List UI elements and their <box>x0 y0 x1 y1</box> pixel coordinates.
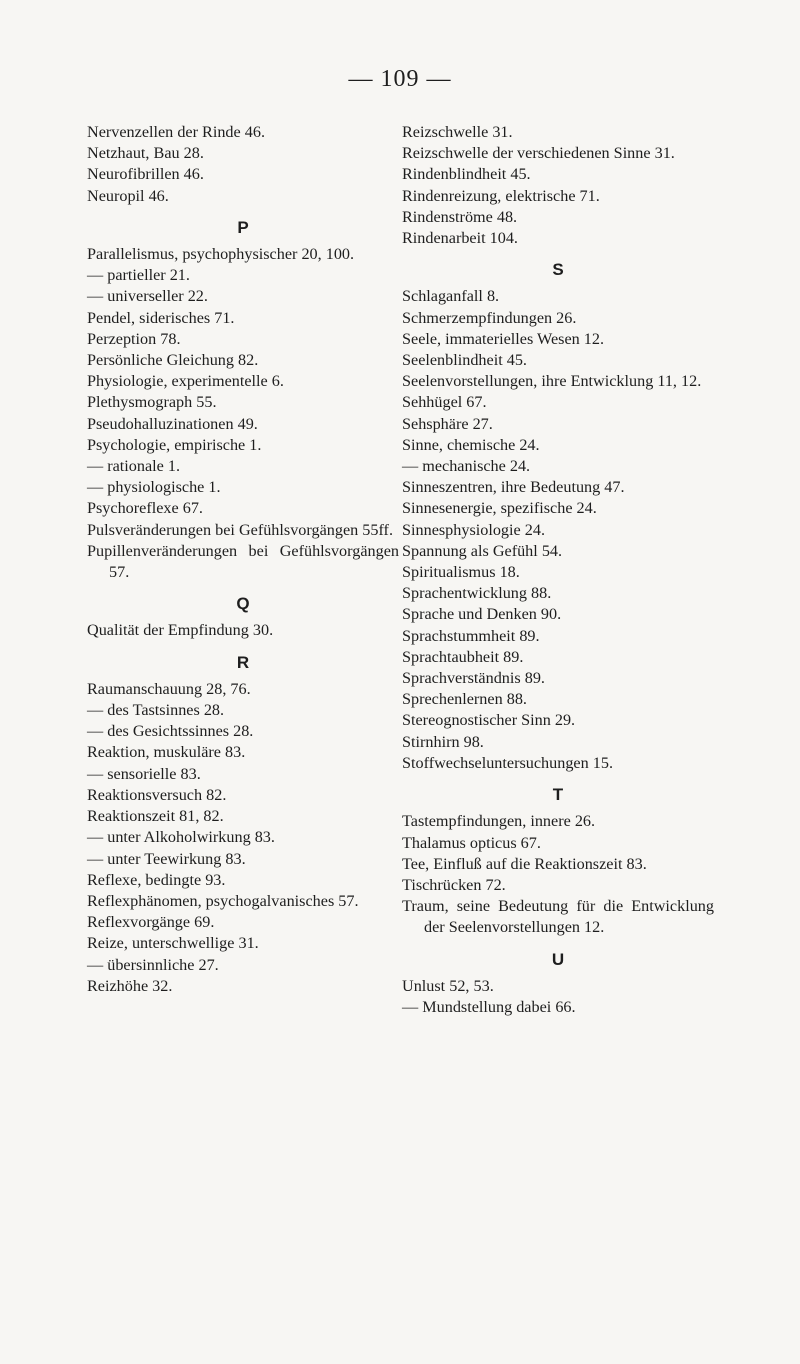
index-entry: Tischrücken 72. <box>402 875 506 894</box>
page-number: — 109 — <box>348 66 452 92</box>
index-entry: Sinnesenergie, spezifische 24. <box>402 499 597 518</box>
index-entry: Psychologie, empirische 1. <box>87 435 262 454</box>
index-entry: Reizhöhe 32. <box>87 976 173 995</box>
index-entry: — sensorielle 83. <box>87 764 201 783</box>
index-entry: Pupillenveränderungen bei Gefühlsvorgängen 57. <box>87 541 399 582</box>
index-entry: — des Tastsinnes 28. <box>87 701 225 720</box>
index-entry: Stirnhirn 98. <box>402 732 484 751</box>
index-entry: Sinnesphysiologie 24. <box>402 520 545 539</box>
index-entry: Pseudohalluzinationen 49. <box>87 414 258 433</box>
index-entry: Rindenreizung, elektrische 71. <box>402 186 600 205</box>
index-entry: Schlaganfall 8. <box>402 287 500 306</box>
index-entry: Schmerzempfindungen 26. <box>402 308 577 327</box>
index-entry: Sprachentwicklung 88. <box>402 584 552 603</box>
section-letter: Q <box>236 594 250 614</box>
index-entry: Pulsveränderungen bei Gefühlsvorgängen 55ff. <box>87 520 393 539</box>
index-entry: Stereognostischer Sinn 29. <box>402 711 576 730</box>
index-entry: Nervenzellen der Rinde 46. <box>87 123 265 141</box>
index-entry: Perzeption 78. <box>87 329 181 348</box>
index-entry: Reize, unterschwellige 31. <box>87 934 259 953</box>
index-entry: Netzhaut, Bau 28. <box>87 144 204 163</box>
index-column-right <box>402 122 714 1018</box>
index-entry: Reflexe, bedingte 93. <box>87 870 226 889</box>
index-entry: Unlust 52, 53. <box>402 976 494 995</box>
index-entry: — unter Alkoholwirkung 83. <box>87 828 275 847</box>
index-entry: Rindenströme 48. <box>402 207 518 226</box>
section-letter: S <box>552 260 564 280</box>
index-entry: Rindenblindheit 45. <box>402 165 531 184</box>
index-entry: — Mundstellung dabei 66. <box>402 997 576 1016</box>
index-entry: Sprechenlernen 88. <box>402 690 527 709</box>
index-entry: Neurofibrillen 46. <box>87 165 204 184</box>
index-entry: Plethysmograph 55. <box>87 393 217 412</box>
index-entry: Seelenblindheit 45. <box>402 351 527 370</box>
index-entry: Reizschwelle der verschiedenen Sinne 31. <box>402 144 675 163</box>
index-entry: Pendel, siderisches 71. <box>87 308 235 327</box>
index-entry: Seele, immaterielles Wesen 12. <box>402 329 605 348</box>
index-entry: Qualität der Empfindung 30. <box>87 621 274 640</box>
index-entry: Reizschwelle 31. <box>402 123 513 141</box>
index-entry: — mechanische 24. <box>402 457 531 476</box>
index-entry: Physiologie, experimentelle 6. <box>87 372 284 391</box>
index-entry: Sprachtaubheit 89. <box>402 647 524 666</box>
index-entry: Reaktionsversuch 82. <box>87 785 227 804</box>
index-entry: Raumanschauung 28, 76. <box>87 679 251 698</box>
section-letter: U <box>551 949 565 969</box>
index-entry: Stoffwechseluntersuchungen 15. <box>402 753 613 772</box>
index-entry: Reflexvorgänge 69. <box>87 913 215 932</box>
index-entry: Seelenvorstellungen, ihre Entwicklung 11, 12. <box>402 372 702 391</box>
index-entry: — übersinnliche 27. <box>87 955 219 974</box>
section-letter: P <box>237 217 249 237</box>
section-letter: T <box>552 785 564 805</box>
index-entry: — physiologische 1. <box>87 478 221 497</box>
index-entry: Reflexphänomen, psychogalvanisches 57. <box>87 891 359 910</box>
index-entry: Sehsphäre 27. <box>402 414 493 433</box>
section-letter: R <box>236 652 250 672</box>
index-entry: Sprache und Denken 90. <box>402 605 562 624</box>
index-entry: — des Gesichtssinnes 28. <box>87 722 254 741</box>
index-entry: Reaktionszeit 81, 82. <box>87 807 224 826</box>
index-entry: Thalamus opticus 67. <box>402 833 541 852</box>
index-entry: Reaktion, muskuläre 83. <box>87 743 246 762</box>
index-entry: Sinneszentren, ihre Bedeutung 47. <box>402 478 625 497</box>
index-entry: Sehhügel 67. <box>402 393 487 412</box>
index-entry: Sinne, chemische 24. <box>402 435 540 454</box>
index-entry: Sprachverständnis 89. <box>402 669 545 688</box>
index-entry: Spiritualismus 18. <box>402 563 520 582</box>
index-entry: Sprachstummheit 89. <box>402 626 540 645</box>
index-entry: — rationale 1. <box>87 457 181 476</box>
index-entry: Neuropil 46. <box>87 186 169 205</box>
index-entry: — universeller 22. <box>87 287 208 306</box>
index-entry: Traum, seine Bedeutung für die Entwicklung der Seelenvorstellungen 12. <box>402 897 714 937</box>
index-entry: Tastempfindungen, innere 26. <box>402 812 596 831</box>
index-entry: Persönliche Gleichung 82. <box>87 351 259 370</box>
index-entry: — partieller 21. <box>87 266 190 285</box>
index-entry: Tee, Einfluß auf die Reaktionszeit 83. <box>402 854 647 873</box>
index-entry: Psychoreflexe 67. <box>87 499 203 518</box>
index-entry: Rindenarbeit 104. <box>402 229 518 248</box>
index-entry: Spannung als Gefühl 54. <box>402 541 563 560</box>
index-entry: Parallelismus, psychophysischer 20, 100. <box>87 245 355 264</box>
index-column-left <box>87 122 399 997</box>
index-entry: — unter Teewirkung 83. <box>87 849 246 868</box>
